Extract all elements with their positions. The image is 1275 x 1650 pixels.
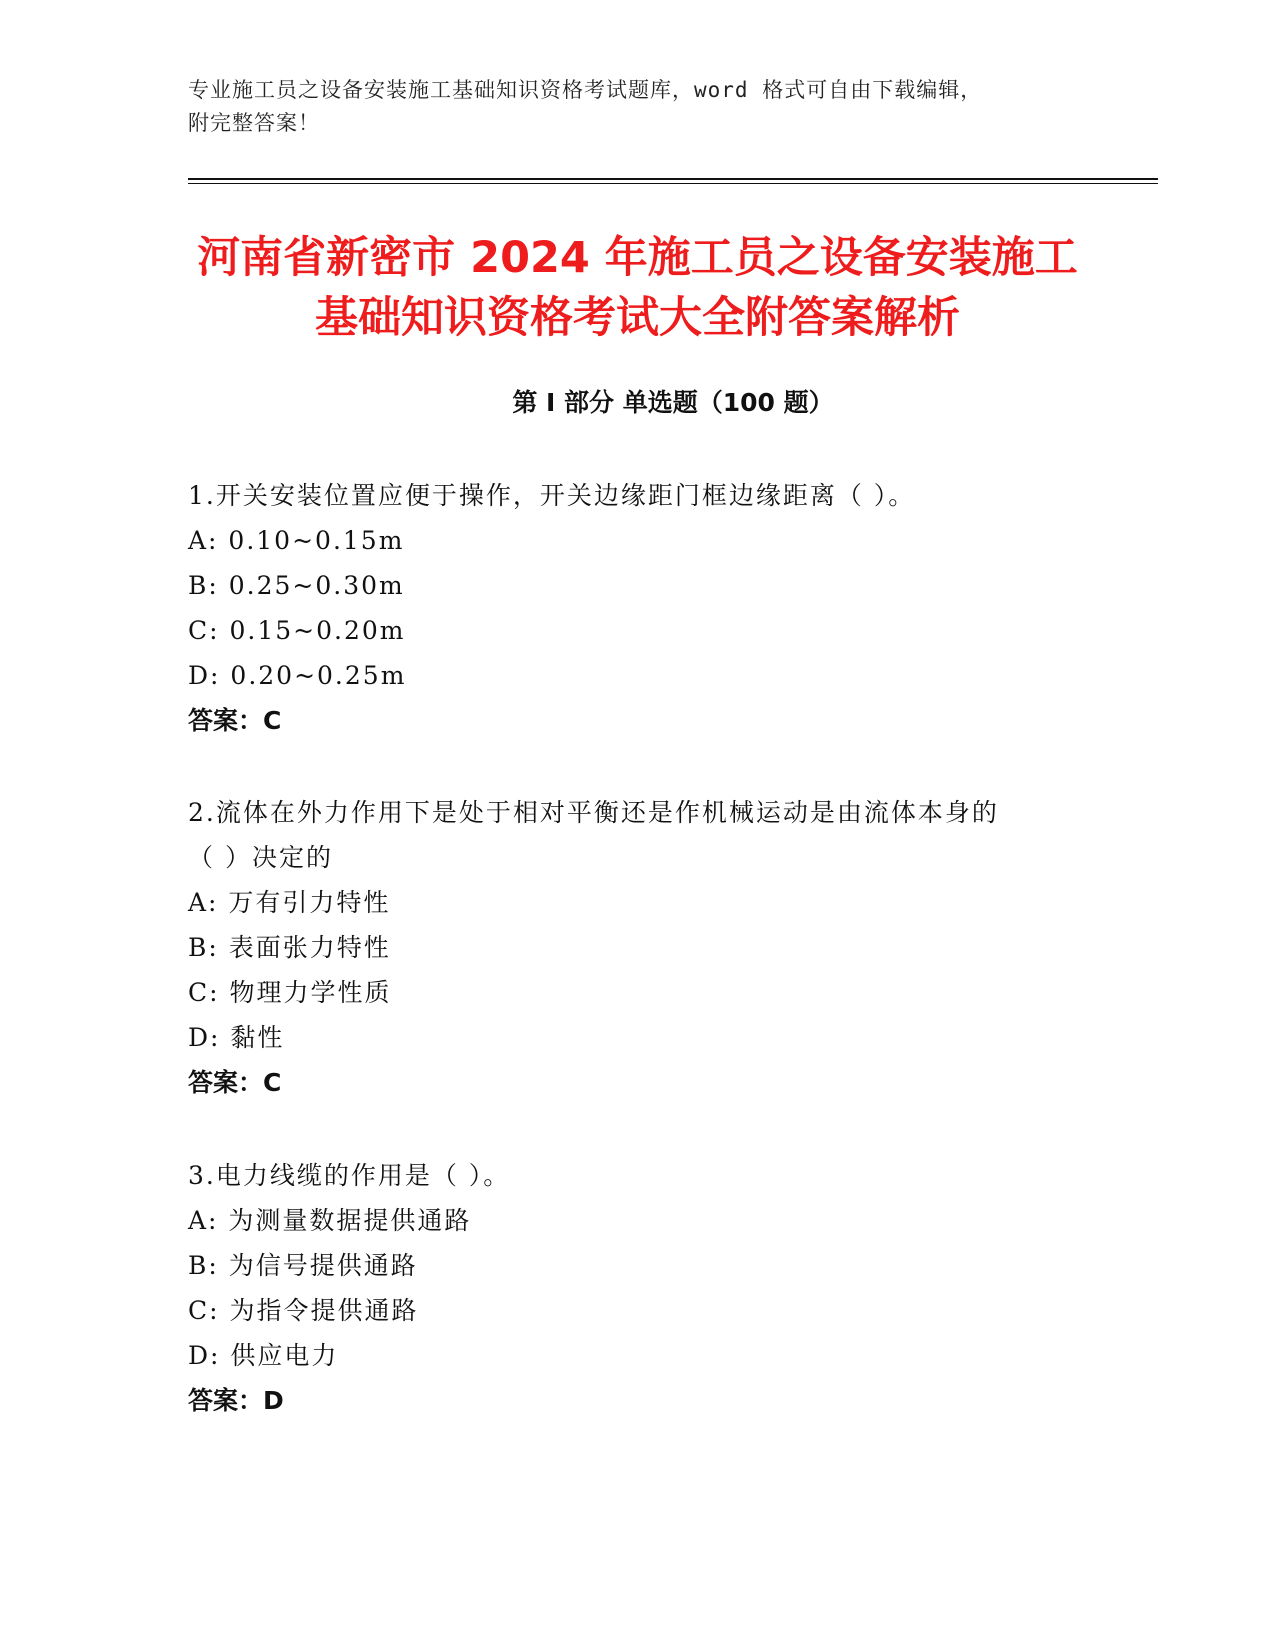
question-3-option-d: D: 供应电力 bbox=[188, 1341, 339, 1370]
question-2-stem-line-1: 2.流体在外力作用下是处于相对平衡还是作机械运动是由流体本身的 bbox=[188, 798, 999, 827]
header-note-line-2: 附完整答案！ bbox=[188, 111, 320, 135]
question-1-answer: 答案：C bbox=[188, 706, 282, 735]
document-title-line-2: 基础知识资格考试大全附答案解析 bbox=[315, 293, 960, 343]
document-title bbox=[120, 228, 1155, 348]
question-2-option-d: D: 黏性 bbox=[188, 1023, 285, 1052]
section-title: 第 I 部分 单选题（100 题） bbox=[512, 388, 834, 417]
question-2-stem-line-2: （ ）决定的 bbox=[188, 843, 333, 872]
question-3-option-c: C: 为指令提供通路 bbox=[188, 1296, 419, 1325]
question-1-option-b: B: 0.25~0.30m bbox=[188, 571, 405, 600]
question-1-option-c: C: 0.15~0.20m bbox=[188, 616, 406, 645]
question-2-answer: 答案：C bbox=[188, 1068, 282, 1097]
header-note-line-1: 专业施工员之设备安装施工基础知识资格考试题库，word 格式可自由下载编辑， bbox=[188, 78, 983, 102]
question-1 bbox=[188, 473, 1088, 743]
question-1-stem: 1.开关安装位置应便于操作，开关边缘距门框边缘距离（ ）。 bbox=[188, 481, 916, 510]
question-2-option-b: B: 表面张力特性 bbox=[188, 933, 391, 962]
header-note bbox=[188, 74, 1088, 140]
question-1-option-d: D: 0.20~0.25m bbox=[188, 661, 407, 690]
question-2-option-c: C: 物理力学性质 bbox=[188, 978, 392, 1007]
question-1-option-a: A: 0.10~0.15m bbox=[188, 526, 405, 555]
question-3-option-a: A: 为测量数据提供通路 bbox=[188, 1206, 472, 1235]
question-3 bbox=[188, 1153, 1088, 1423]
question-3-stem: 3.电力线缆的作用是（ ）。 bbox=[188, 1161, 511, 1190]
question-2 bbox=[188, 790, 1088, 1105]
question-2-option-a: A: 万有引力特性 bbox=[188, 888, 391, 917]
document-title-line-1: 河南省新密市 2024 年施工员之设备安装施工 bbox=[197, 233, 1078, 283]
question-3-answer: 答案：D bbox=[188, 1386, 284, 1415]
header-divider-thin bbox=[188, 183, 1158, 184]
header-divider-thick bbox=[188, 178, 1158, 180]
question-3-option-b: B: 为信号提供通路 bbox=[188, 1251, 418, 1280]
